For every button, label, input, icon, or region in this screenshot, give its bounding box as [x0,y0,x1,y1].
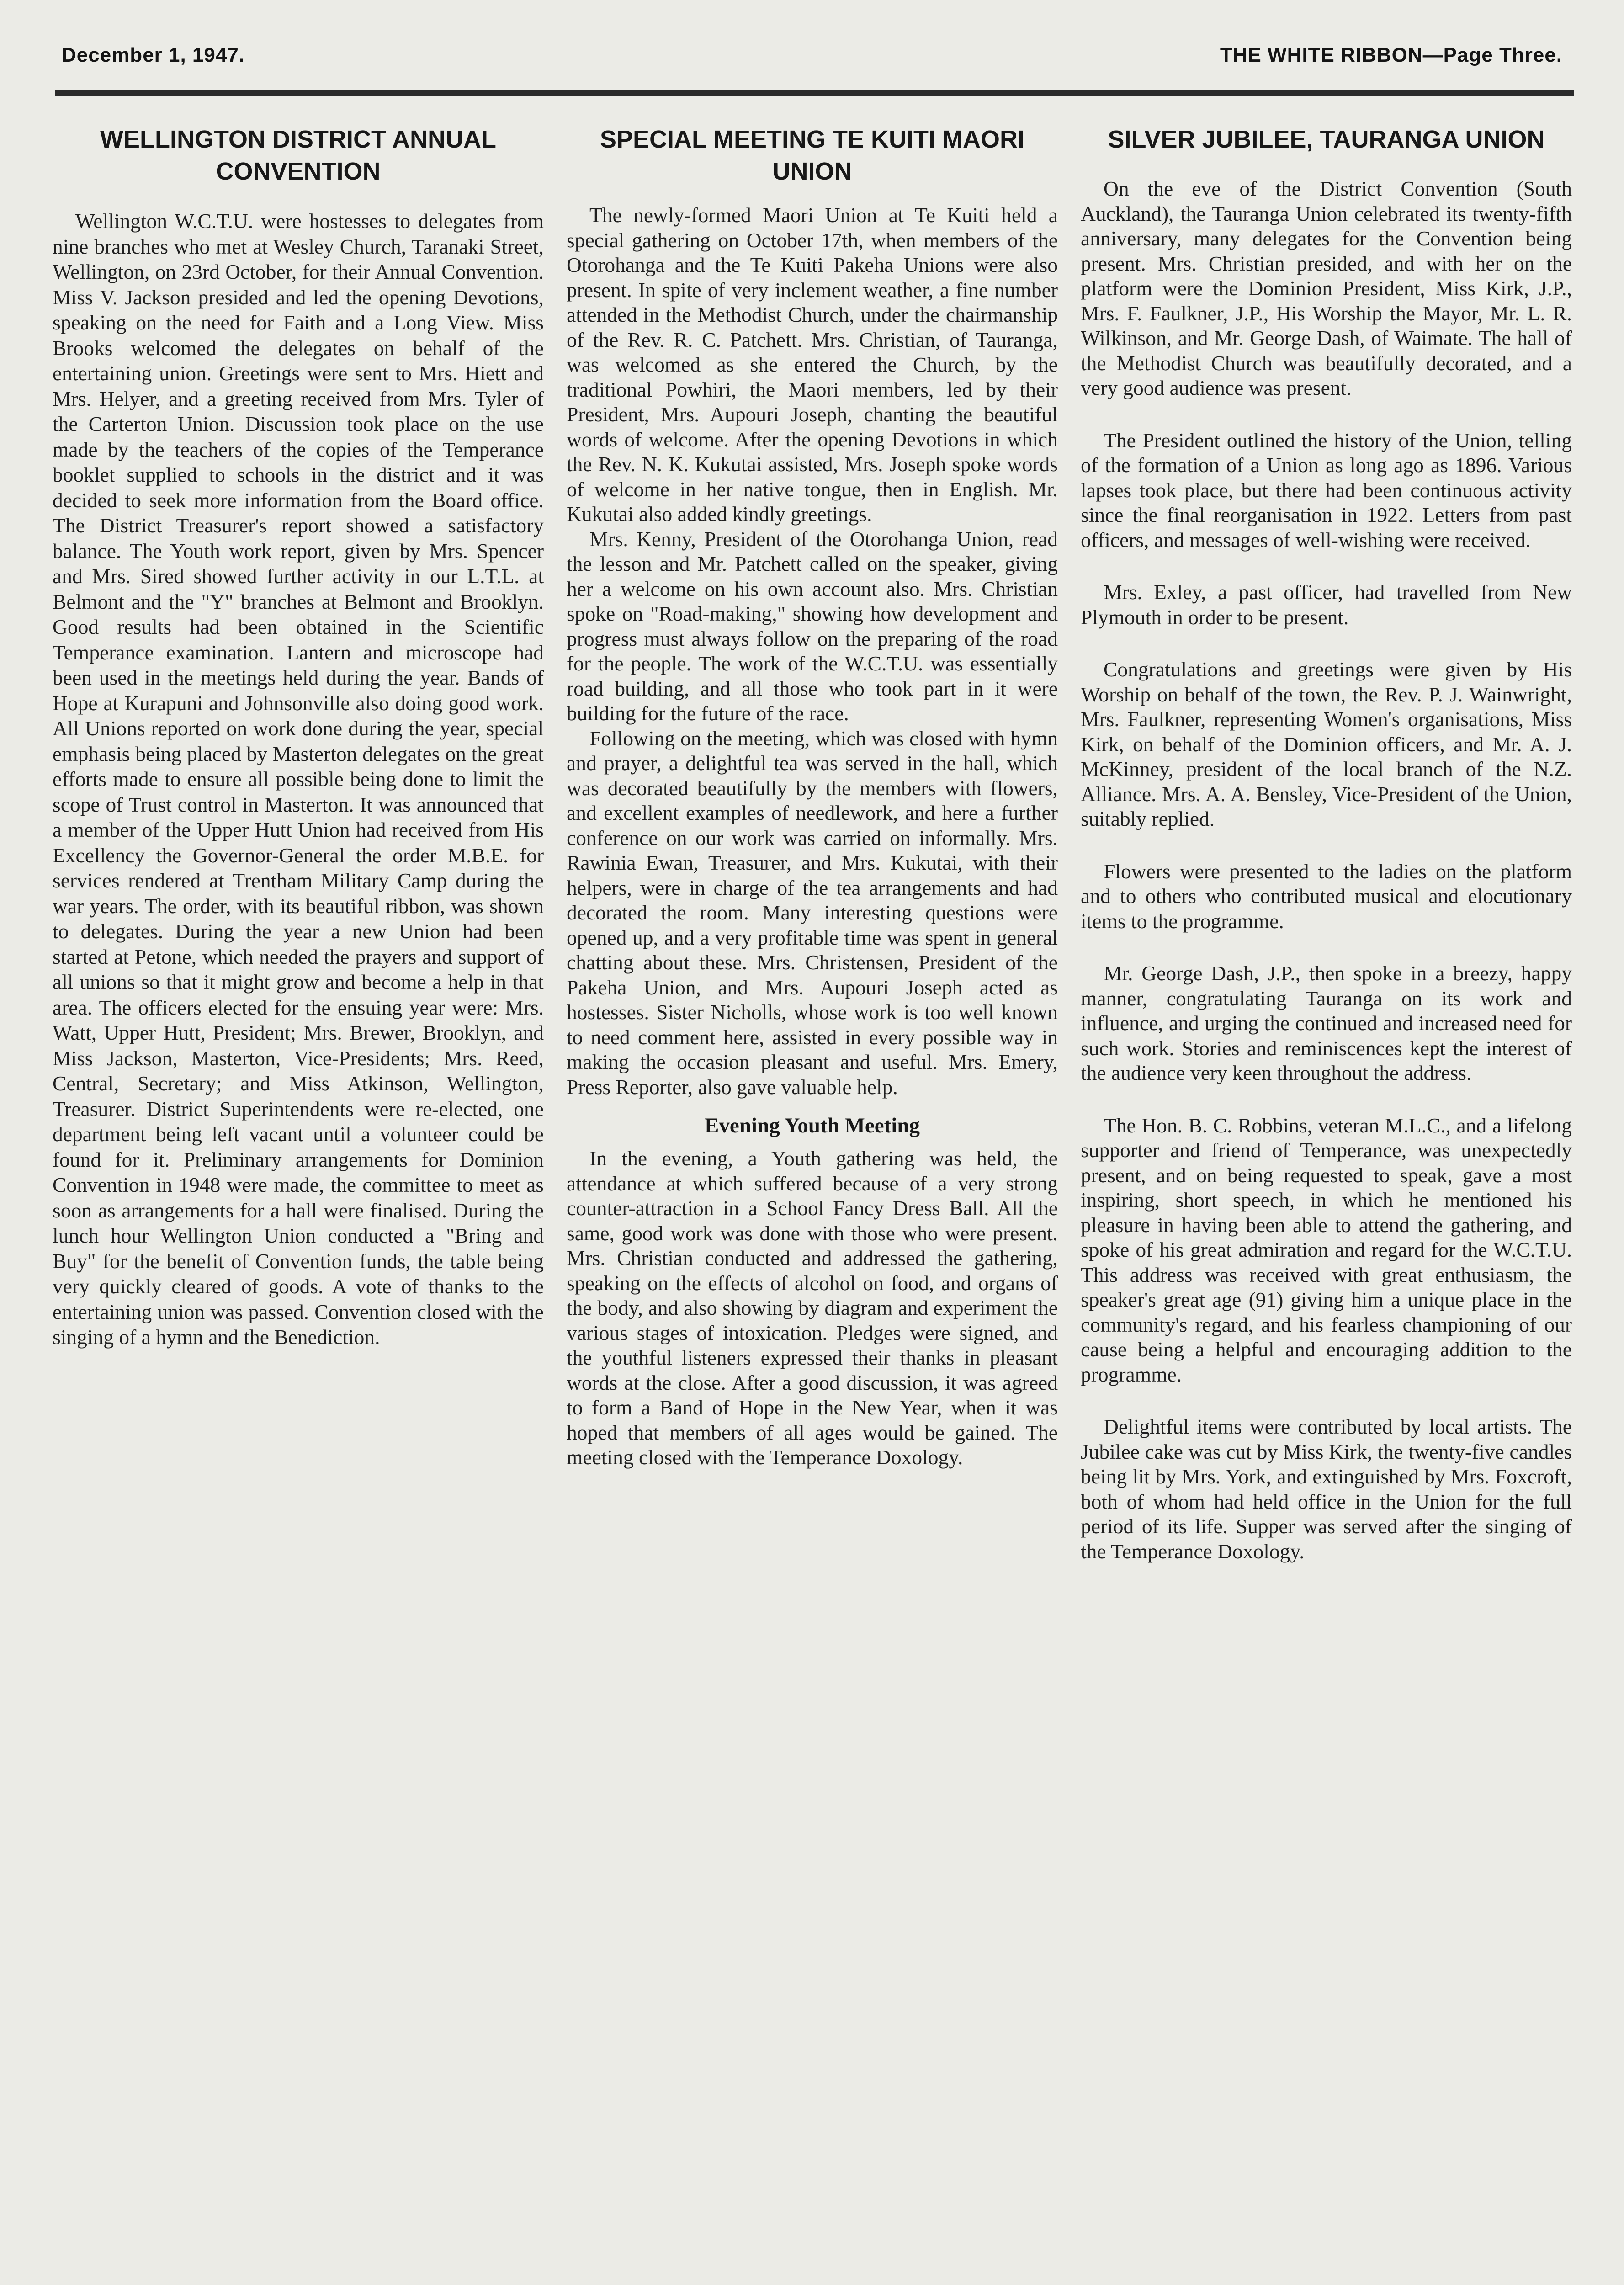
article-paragraph: In the evening, a Youth gathering was held, the attendance at which suffered because of a very strong counter-attraction in a School Fancy Dress Ball. All the same, good work was done with those who were present. Mrs. Christian conducted and addressed the gathering, speaking on the effects of alcohol on food, and organs of the body, and also showing by diagram and experiment the various stages of intoxication. Pledges were signed, and the youthful listeners expressed their thanks in pleasant words at the close. After a good discussion, it was agreed to form a Band of Hope in the New Year, when it was hoped that members of all ages would be gained. The meeting closed with the Temperance Doxology. [567,1147,1058,1469]
subsection-body [567,1146,1058,1470]
article-body [53,208,544,1350]
article-body [567,203,1058,1100]
article-paragraph: Congratulations and greetings were given by His Worship on behalf of the town, the Rev. P. J. Wainwright, Mrs. Faulkner, representing Women's organisations, Miss Kirk, on behalf of the Dominion officers, and Mr. A. J. McKinney, president of the local branch of the N.Z. Alliance. Mrs. A. A. Bensley, Vice-President of the Union, suitably replied. [1081,658,1572,830]
article-tauranga-silver-jubilee [1081,123,1572,2285]
publication-page-label: THE WHITE RIBBON—Page Three. [1220,44,1562,66]
article-paragraph: The Hon. B. C. Robbins, veteran M.L.C., and a lifelong supporter and friend of Temperance, was unexpectedly present, and on being requested to speak, gave a most inspiring, short speech, in which he mentioned his pleasure in having been able to attend the gathering, and spoke of his great admiration and regard for the W.C.T.U. This address was received with great enthusiasm, the speaker's great age (91) giving him a unique place in the community's regard, and his fearless championing of our cause being a helpful and encouraging addition to the programme. [1081,1113,1572,1386]
article-paragraph: The President outlined the history of the Union, telling of the formation of a Union as long ago as 1896. Various lapses took place, but there had been continuous activity since the final reorganisation in 1922. Letters from past officers, and messages of well-wishing were received. [1081,428,1572,552]
article-paragraph: Mrs. Exley, a past officer, had travelled from New Plymouth in order to be present. [1081,580,1572,629]
article-body [1081,176,1572,1564]
running-header [62,36,1562,72]
article-paragraph: Mrs. Kenny, President of the Otorohanga Union, read the lesson and Mr. Patchett called on the speaker, giving her a welcome on his own account also. Mrs. Christian spoke on "Road-making," showing how development and progress must always follow on the preparing of the road for the people. The work of the W.C.T.U. was essentially road building, and all those who took part in it were building for the future of the race. [567,527,1058,725]
article-paragraph: On the eve of the District Convention (South Auckland), the Tauranga Union celebrated its twenty-fifth anniversary, many delegates for the Convention being present. Mrs. Christian presided, and with her on the platform were the Dominion President, Miss Kirk, J.P., Mrs. F. Faulkner, J.P., His Worship the Mayor, Mr. L. R. Wilkinson, and Mr. George Dash, of Waimate. The hall of the Methodist Church was beautifully decorated, and a very good audience was present. [1081,177,1572,399]
issue-date: December 1, 1947. [62,44,245,66]
article-paragraph: Wellington W.C.T.U. were hostesses to delegates from nine branches who met at Wesley Church, Taranaki Street, Wellington, on 23rd October, for their Annual Convention. Miss V. Jackson presided and led the opening Devotions, speaking on the need for Faith and a Long View. Miss Brooks welcomed the delegates on behalf of the entertaining union. Greetings were sent to Mrs. Hiett and Mrs. Helyer, and a greeting received from Mrs. Tyler of the Carterton Union. Discussion took place on the use made by the teachers of the copies of the Temperance booklet supplied to schools in the district and it was decided to seek more information from the Board office. The District Treasurer's report showed a satisfactory balance. The Youth work report, given by Mrs. Spencer and Mrs. Sired showed further activity in our L.T.L. at Belmont and the "Y" branches at Belmont and Brooklyn. Good results had been obtained in the Scientific Temperance examination. Lantern and microscope had been used in the meetings held during the year. Bands of Hope at Kurapuni and Johnsonville also doing good work. All Unions reported on work done during the year, special emphasis being placed by Masterton delegates on the great efforts made to ensure all possible being done to limit the scope of Trust control in Masterton. It was announced that a member of the Upper Hutt Union had received from His Excellency the Governor-General the order M.B.E. for services rendered at Trentham Military Camp during the war years. The order, with its beautiful ribbon, was shown to delegates. During the year a new Union had been started at Petone, which needed the prayers and support of all unions so that it might grow and become a help in that area. The officers elected for the ensuing year were: Mrs. Watt, Upper Hutt, President; Mrs. Brewer, Brooklyn, and Miss Jackson, Masterton, Vice-Presidents; Mrs. Reed, Central, Secretary; and Miss Atkinson, Wellington, Treasurer. District Superintendents were re-elected, one department being left vacant until a volunteer could be found for it. Preliminary arrangements for Dominion Convention in 1948 were made, the committee to meet as soon as arrangements for a hall were finalised. During the lunch hour Wellington Union conducted a "Bring and Buy" for the benefit of Convention funds, the table being very quickly cleared of goods. A vote of thanks to the entertaining union was passed. Convention closed with the singing of a hymn and the Benediction. [53,209,544,1349]
article-headline: SILVER JUBILEE, TAURANGA UNION [1108,126,1545,153]
article-paragraph: Mr. George Dash, J.P., then spoke in a breezy, happy manner, congratulating Tauranga on its work and influence, and urging the continued and increased need for such work. Stories and reminiscences kept the interest of the audience very keen throughout the address. [1081,962,1572,1084]
article-te-kuiti-maori-union [567,123,1058,2285]
header-rule [55,90,1574,96]
article-paragraph: Following on the meeting, which was closed with hymn and prayer, a delightful tea was served in the hall, which was decorated beautifully by the members with flowers, and excellent examples of needlework, and here a further conference on our work was carried on informally. Mrs. Rawinia Ewan, Treasurer, and Mrs. Kukutai, with their helpers, were in charge of the tea arrangements and had decorated the room. Many interesting questions were opened up, and a very profitable time was spent in general chatting about these. Mrs. Christensen, President of the Pakeha Union, and Mrs. Aupouri Joseph acted as hostesses. Sister Nicholls, whose work is too well known to need comment here, assisted in every possible way in making the occasion pleasant and useful. Mrs. Emery, Press Reporter, also gave valuable help. [567,726,1058,1099]
article-paragraph: Flowers were presented to the ladies on the platform and to others who contributed musical and elocutionary items to the programme. [1081,859,1572,933]
subsection-heading: Evening Youth Meeting [705,1114,920,1137]
article-wellington-convention [53,123,544,2285]
article-headline: SPECIAL MEETING TE KUITI MAORI UNION [600,126,1025,185]
article-headline: WELLINGTON DISTRICT ANNUAL CONVENTION [100,126,496,185]
article-paragraph: The newly-formed Maori Union at Te Kuiti held a special gathering on October 17th, when members of the Otorohanga and the Te Kuiti Pakeha Unions were also present. In spite of very inclement weather, a fine number attended in the Methodist Church, under the chairmanship of the Rev. R. C. Patchett. Mrs. Christian, of Tauranga, was welcomed as she entered the Church, by the traditional Powhiri, the Maori members, led by their President, Mrs. Aupouri Joseph, chanting the beautiful words of welcome. After the opening Devotions in which the Rev. N. K. Kukutai assisted, Mrs. Joseph spoke words of welcome in her native tongue, then in English. Mr. Kukutai also added kindly greetings. [567,203,1058,526]
article-paragraph: Delightful items were contributed by local artists. The Jubilee cake was cut by Miss Kirk, the twenty-five candles being lit by Mrs. York, and extinguished by Mrs. Foxcroft, both of whom had held office in the Union for the full period of its life. Supper was served after the singing of the Temperance Doxology. [1081,1415,1572,1563]
